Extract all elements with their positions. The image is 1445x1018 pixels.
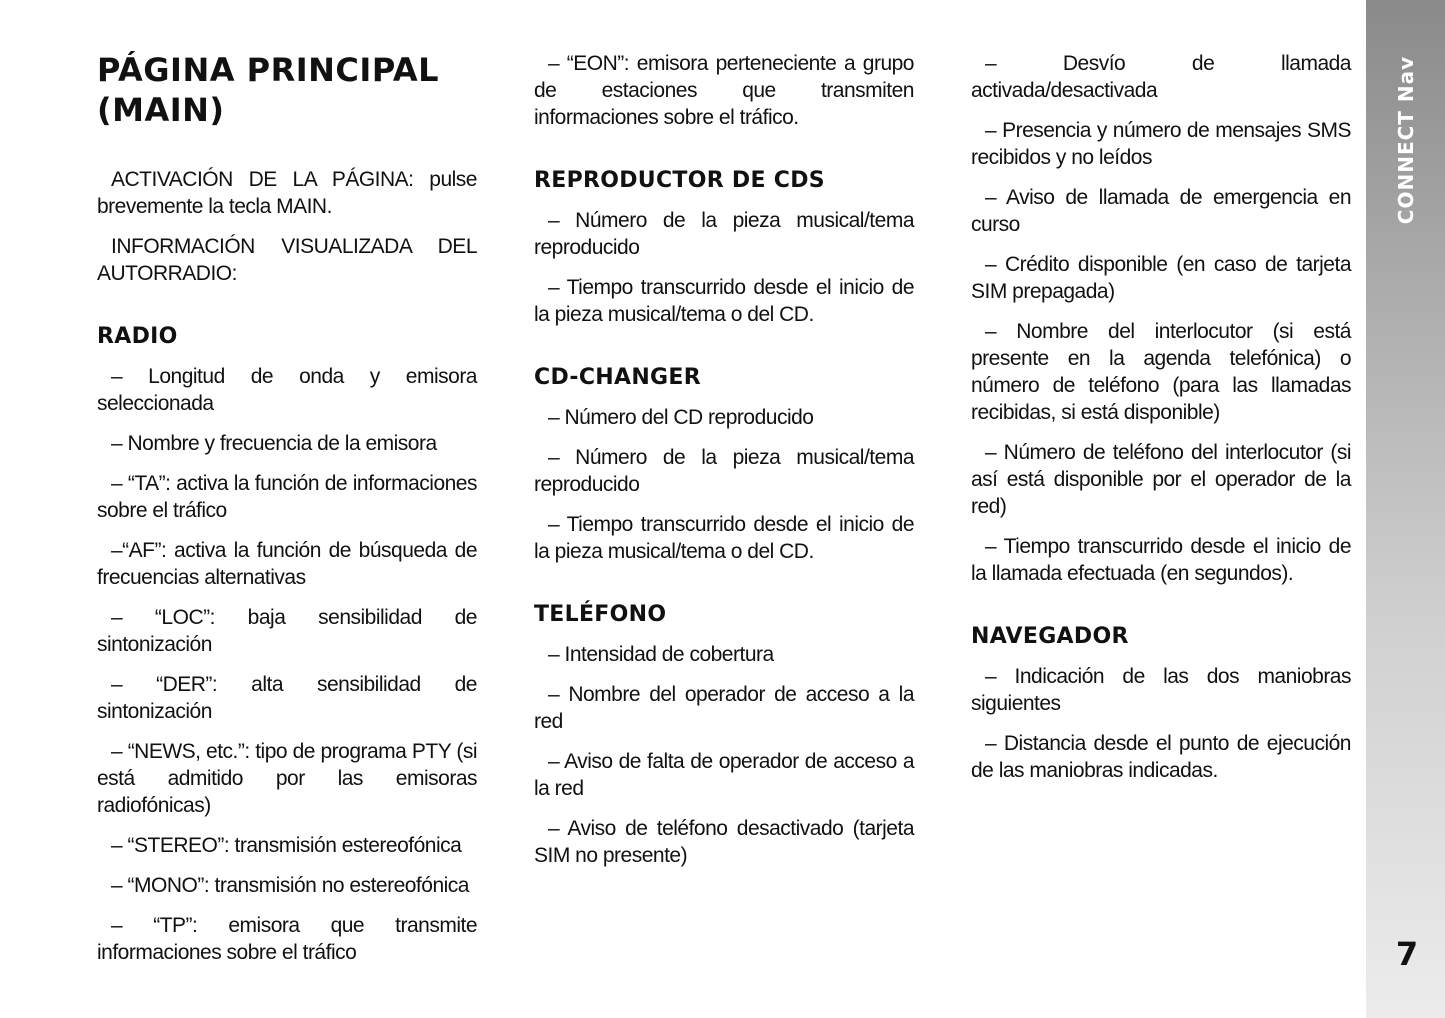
list-item: – Número de la pieza musical/tema reproducido — [534, 446, 914, 496]
paragraph: INFORMACIÓN VISUALIZADA DEL AUTORRADIO: — [97, 235, 477, 285]
list-item: – Crédito disponible (en caso de tarjeta SIM prepagada) — [971, 253, 1351, 303]
list-item: – Aviso de falta de operador de acceso a la red — [534, 750, 914, 800]
section-heading-telefono: TELÉFONO — [534, 602, 667, 627]
list-item: – Nombre del interlocutor (si está presente en la agenda telefónica) o número de teléfono (para las llamadas recibidas, si está disponible) — [971, 320, 1351, 424]
page-number: 7 — [1395, 935, 1419, 973]
list-item: – Tiempo transcurrido desde el inicio de la pieza musical/tema o del CD. — [534, 276, 914, 326]
list-item: – “MONO”: transmisión no estereofónica — [111, 874, 469, 897]
list-item: – Desvío de llamada activada/desactivada — [971, 52, 1351, 102]
list-item: – Aviso de teléfono desactivado (tarjeta SIM no presente) — [534, 817, 914, 867]
paragraph: ACTIVACIÓN DE LA PÁGINA: pulse brevemente la tecla MAIN. — [97, 168, 477, 218]
list-item: – Número de teléfono del interlocutor (si así está disponible por el operador de la red) — [971, 441, 1351, 518]
section-heading-cd-player: REPRODUCTOR DE CDS — [534, 168, 825, 193]
list-item: – Longitud de onda y emisora seleccionada — [97, 365, 477, 415]
list-item: – “NEWS, etc.”: tipo de programa PTY (si está admitido por las emisoras radiofónicas) — [97, 740, 477, 817]
list-item: – “TA”: activa la función de informaciones sobre el tráfico — [97, 472, 477, 522]
list-item: – “LOC”: baja sensibilidad de sintonización — [97, 606, 477, 656]
column-right — [971, 50, 1351, 797]
side-tab-label: CONNECT Nav — [1394, 55, 1418, 225]
list-item: – “STEREO”: transmisión estereofónica — [111, 834, 462, 857]
list-item: – Nombre del operador de acceso a la red — [534, 683, 914, 733]
list-item: – Número del CD reproducido — [548, 406, 814, 429]
section-heading-navegador: NAVEGADOR — [971, 624, 1129, 649]
list-item: – Tiempo transcurrido desde el inicio de la pieza musical/tema o del CD. — [534, 513, 914, 563]
list-item: – Aviso de llamada de emergencia en curso — [971, 186, 1351, 236]
list-item: – “EON”: emisora perteneciente a grupo de estaciones que transmiten informaciones sobre el tráfico. — [534, 52, 914, 129]
section-heading-cd-changer: CD-CHANGER — [534, 365, 701, 390]
list-item: – “TP”: emisora que transmite informaciones sobre el tráfico — [97, 914, 477, 964]
list-item: – Intensidad de cobertura — [548, 643, 774, 666]
list-item: – Indicación de las dos maniobras siguientes — [971, 665, 1351, 715]
list-item: – “DER”: alta sensibilidad de sintonización — [97, 673, 477, 723]
list-item: –“AF”: activa la función de búsqueda de frecuencias alternativas — [97, 539, 477, 589]
list-item: – Nombre y frecuencia de la emisora — [111, 432, 437, 455]
column-middle — [534, 50, 914, 882]
page-title: PÁGINA PRINCIPAL (MAIN) — [97, 51, 439, 129]
list-item: – Presencia y número de mensajes SMS recibidos y no leídos — [971, 119, 1351, 169]
list-item: – Distancia desde el punto de ejecución de las maniobras indicadas. — [971, 732, 1351, 782]
column-left — [97, 50, 477, 979]
list-item: – Tiempo transcurrido desde el inicio de la llamada efectuada (en segundos). — [971, 535, 1351, 585]
list-item: – Número de la pieza musical/tema reproducido — [534, 209, 914, 259]
section-heading-radio: RADIO — [97, 324, 178, 349]
